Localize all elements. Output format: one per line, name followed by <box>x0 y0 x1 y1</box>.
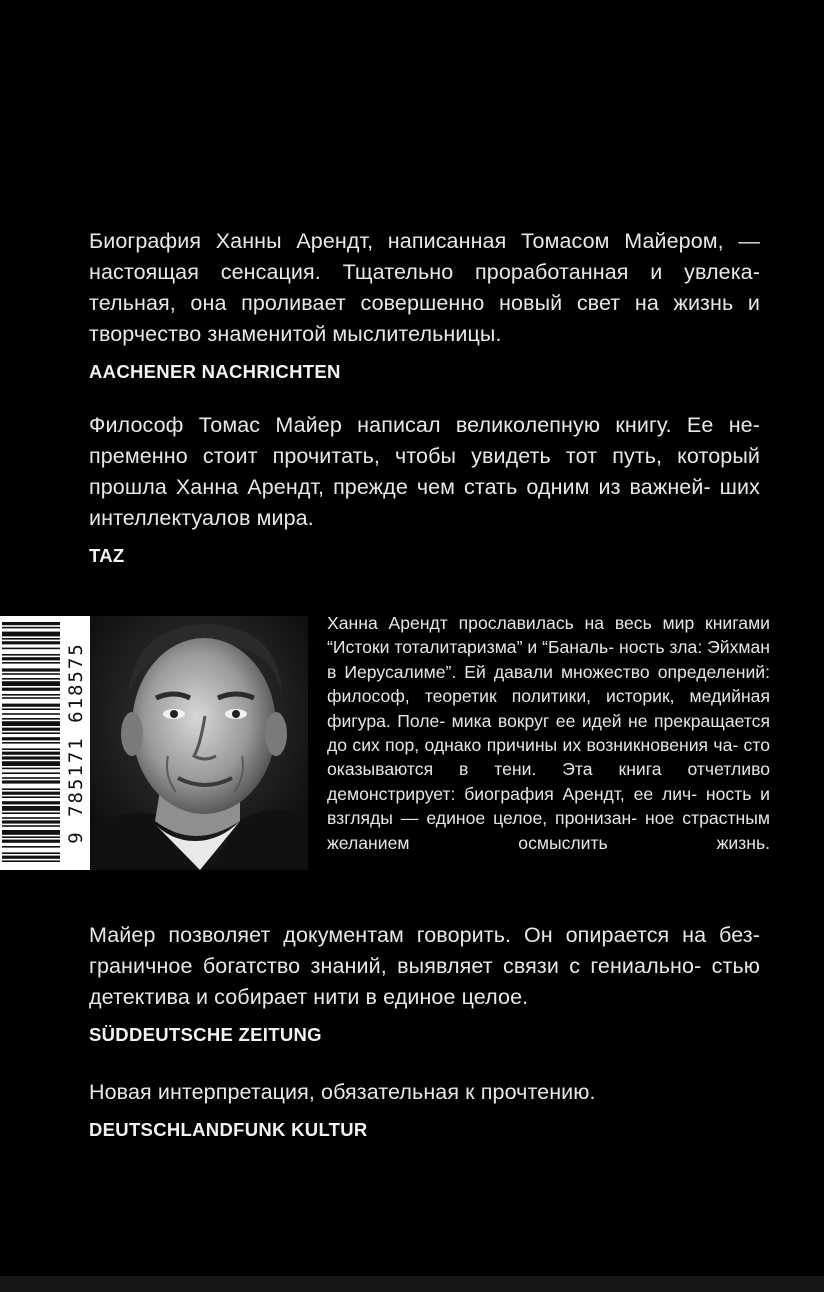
barcode-bar <box>2 641 60 644</box>
barcode-bar <box>2 836 60 838</box>
barcode-bar <box>2 704 60 707</box>
review-quote-2 <box>89 410 760 571</box>
barcode-bar <box>2 772 60 774</box>
barcode-bars <box>2 616 60 870</box>
quote-text: Философ Томас Майер написал великолепную книгу. Ее не- пременно стоит прочитать, чтобы увидеть тот путь, который прошла Ханна Арендт, прежде чем стать одним из важней- ших интеллектуалов мира. <box>89 413 760 530</box>
quote-text: Биография Ханны Арендт, написанная Томасом Майером, — настоящая сенсация. Тщательно проработанная и увлека- тельная, она проливает совершенно новый свет на жизнь и творчество знаменитой мыслительницы. <box>89 229 760 346</box>
barcode-bar <box>2 657 60 660</box>
barcode-bar <box>2 632 60 637</box>
barcode-bar <box>2 796 60 798</box>
barcode-bar <box>2 622 60 625</box>
barcode-bar <box>2 713 60 715</box>
barcode-bar <box>2 820 60 823</box>
barcode-digits: 9 785171 618575 <box>65 642 87 844</box>
barcode-bar <box>2 856 60 859</box>
barcode-bar <box>2 756 60 759</box>
barcode-bar <box>2 777 60 779</box>
barcode-bar <box>2 654 60 656</box>
barcode-bar <box>2 732 60 734</box>
bottom-edge <box>0 1276 824 1292</box>
barcode-digits-box <box>64 616 88 870</box>
barcode-bar <box>2 801 60 804</box>
barcode-bar <box>2 761 60 766</box>
barcode-bar <box>2 846 60 848</box>
barcode-bar <box>2 681 60 686</box>
barcode-bar <box>2 718 60 720</box>
barcode-bar <box>2 697 60 699</box>
barcode-bar <box>2 708 60 710</box>
description-text: Ханна Арендт прославилась на весь мир книгами “Истоки тоталитаризма” и “Баналь- ность зла: Эйхман в Иерусалиме”. Ей давали множество определений: философ, теоретик политики, историк, медийная фигура. Поле- мика вокруг ее идей не прекращается до сих пор, однако причины их возникновения ча- сто оказываются в тени. Эта книга отчетливо демонстрирует: биография Арендт, ее лич- ность и взгляды — единое целое, пронизан- ное страстным желанием осмыслить жизнь. <box>327 613 770 853</box>
author-photo <box>90 616 308 870</box>
barcode-bar <box>2 627 60 629</box>
barcode-bar <box>2 688 60 691</box>
barcode-bar <box>2 812 60 814</box>
barcode-bar <box>2 742 60 744</box>
barcode-bar <box>2 788 60 790</box>
review-quote-4 <box>89 1077 760 1145</box>
isbn-barcode <box>0 616 90 870</box>
barcode-bar <box>2 768 60 770</box>
quote-source: TAZ <box>89 545 125 566</box>
barcode-bar <box>2 852 60 854</box>
quote-text: Майер позволяет документам говорить. Он опирается на без- граничное богатство знаний, выявляет связи с гениально- стью детектива и собирает нити в единое целое. <box>89 923 760 1009</box>
barcode-bar <box>2 728 60 731</box>
review-quote-3 <box>89 920 760 1050</box>
barcode-bar <box>2 860 60 862</box>
barcode-bar <box>2 792 60 795</box>
barcode-bar <box>2 840 60 843</box>
barcode-bar <box>2 748 60 750</box>
barcode-bar <box>2 694 60 696</box>
barcode-bar <box>2 780 60 783</box>
barcode-bar <box>2 673 60 675</box>
barcode-bar <box>2 806 60 811</box>
book-description <box>327 611 770 855</box>
barcode-bar <box>2 662 60 664</box>
barcode-bar <box>2 752 60 755</box>
barcode-bar <box>2 638 60 640</box>
quote-text: Новая интерпретация, обязательная к прочтению. <box>89 1080 596 1104</box>
review-quote-1 <box>89 226 760 387</box>
barcode-bar <box>2 737 60 740</box>
barcode-bar <box>2 721 60 726</box>
barcode-bar <box>2 825 60 827</box>
quote-source: AACHENER NACHRICHTEN <box>89 361 341 382</box>
quote-source: DEUTSCHLANDFUNK KULTUR <box>89 1119 368 1140</box>
barcode-bar <box>2 817 60 819</box>
barcode-bar <box>2 830 60 835</box>
quote-source: SÜDDEUTSCHE ZEITUNG <box>89 1024 322 1045</box>
barcode-bar <box>2 668 60 671</box>
barcode-bar <box>2 678 60 680</box>
barcode-bar <box>2 648 60 650</box>
